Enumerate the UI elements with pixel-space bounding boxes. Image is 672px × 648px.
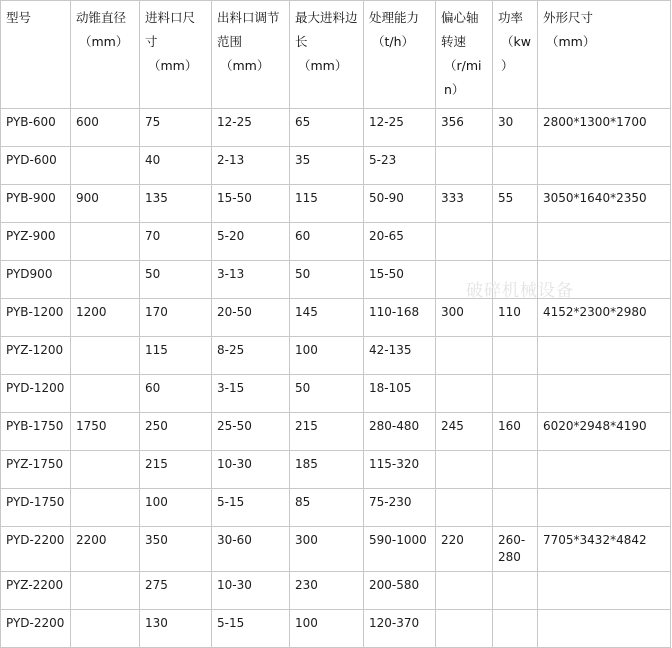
table-cell <box>436 610 493 648</box>
column-header-title: 偏心轴转速 <box>441 10 479 49</box>
table-cell <box>436 451 493 489</box>
table-cell: 135 <box>140 185 212 223</box>
table-cell: 20-50 <box>212 299 290 337</box>
cell-model: PYD-2200 <box>1 610 71 648</box>
table-cell: 275 <box>140 572 212 610</box>
table-cell: 50 <box>290 261 364 299</box>
column-header-title: 外形尺寸 <box>543 10 594 25</box>
table-cell: 130 <box>140 610 212 648</box>
table-cell: 3-13 <box>212 261 290 299</box>
table-row <box>1 261 671 299</box>
cell-model: PYZ-1200 <box>1 337 71 375</box>
cell-model: PYD-1750 <box>1 489 71 527</box>
table-cell: 260-280 <box>493 527 538 572</box>
table-cell <box>71 489 140 527</box>
table-cell <box>71 147 140 185</box>
table-cell: 40 <box>140 147 212 185</box>
table-cell <box>71 572 140 610</box>
column-header-title: 进料口尺寸 <box>145 10 196 49</box>
column-header-unit: （r/min） <box>444 58 482 97</box>
column-header-unit: （mm） <box>148 58 198 73</box>
table-cell: 200-580 <box>364 572 436 610</box>
table-cell: 12-25 <box>212 109 290 147</box>
table-cell: 60 <box>290 223 364 261</box>
table-cell: 60 <box>140 375 212 413</box>
table-cell <box>493 261 538 299</box>
table-cell: 4152*2300*2980 <box>538 299 671 337</box>
table-cell: 6020*2948*4190 <box>538 413 671 451</box>
table-cell: 215 <box>140 451 212 489</box>
table-cell: 15-50 <box>212 185 290 223</box>
table-cell <box>493 610 538 648</box>
table-cell <box>436 489 493 527</box>
table-cell <box>436 375 493 413</box>
table-cell: 2-13 <box>212 147 290 185</box>
table-cell: 160 <box>493 413 538 451</box>
header-row <box>1 1 671 109</box>
table-cell: 100 <box>290 610 364 648</box>
table-cell: 30-60 <box>212 527 290 572</box>
table-cell: 185 <box>290 451 364 489</box>
cell-model: PYB-1200 <box>1 299 71 337</box>
cell-model: PYZ-900 <box>1 223 71 261</box>
table-cell: 245 <box>436 413 493 451</box>
table-cell <box>538 337 671 375</box>
table-cell: 75 <box>140 109 212 147</box>
table-cell <box>493 375 538 413</box>
table-cell: 900 <box>71 185 140 223</box>
column-header-3 <box>212 1 290 109</box>
table-cell <box>493 451 538 489</box>
table-cell <box>493 572 538 610</box>
cell-model: PYD-1200 <box>1 375 71 413</box>
table-cell <box>436 223 493 261</box>
table-cell: 590-1000 <box>364 527 436 572</box>
table-cell: 600 <box>71 109 140 147</box>
table-header <box>1 1 671 109</box>
column-header-unit: （t/h） <box>372 34 415 49</box>
table-cell: 15-50 <box>364 261 436 299</box>
table-cell: 356 <box>436 109 493 147</box>
table-cell: 50 <box>290 375 364 413</box>
table-cell: 65 <box>290 109 364 147</box>
table-cell: 170 <box>140 299 212 337</box>
table-cell: 1200 <box>71 299 140 337</box>
table-cell <box>493 337 538 375</box>
column-header-8 <box>538 1 671 109</box>
table-cell <box>538 147 671 185</box>
table-cell <box>493 223 538 261</box>
table-cell <box>538 375 671 413</box>
column-header-title: 出料口调节范围 <box>217 10 280 49</box>
table-cell: 70 <box>140 223 212 261</box>
cell-model: PYD-600 <box>1 147 71 185</box>
cell-model: PYZ-1750 <box>1 451 71 489</box>
table-row <box>1 223 671 261</box>
table-cell: 5-15 <box>212 489 290 527</box>
table-row <box>1 527 671 572</box>
table-cell: 230 <box>290 572 364 610</box>
column-header-1 <box>71 1 140 109</box>
table-cell <box>538 223 671 261</box>
table-cell: 145 <box>290 299 364 337</box>
column-header-6 <box>436 1 493 109</box>
table-cell: 7705*3432*4842 <box>538 527 671 572</box>
column-header-0 <box>1 1 71 109</box>
table-cell: 215 <box>290 413 364 451</box>
table-cell: 50-90 <box>364 185 436 223</box>
table-cell <box>538 610 671 648</box>
table-cell: 18-105 <box>364 375 436 413</box>
watermark-text: 破碎机械设备 <box>466 281 574 301</box>
table-cell: 55 <box>493 185 538 223</box>
table-cell <box>436 147 493 185</box>
table-cell <box>436 572 493 610</box>
column-header-title: 处理能力 <box>369 10 420 25</box>
column-header-unit: （mm） <box>79 34 129 49</box>
table-cell: 3050*1640*2350 <box>538 185 671 223</box>
table-row <box>1 375 671 413</box>
cell-model: PYD-2200 <box>1 527 71 572</box>
table-cell <box>493 147 538 185</box>
table-row <box>1 610 671 648</box>
table-cell: 50 <box>140 261 212 299</box>
column-header-title: 动锥直径 <box>76 10 127 25</box>
table-row <box>1 299 671 337</box>
table-row <box>1 109 671 147</box>
table-cell <box>71 451 140 489</box>
table-cell: 115 <box>140 337 212 375</box>
table-cell: 220 <box>436 527 493 572</box>
table-cell: 5-23 <box>364 147 436 185</box>
table-cell <box>71 337 140 375</box>
table-cell: 12-25 <box>364 109 436 147</box>
table-cell: 75-230 <box>364 489 436 527</box>
table-cell: 120-370 <box>364 610 436 648</box>
table-cell: 300 <box>436 299 493 337</box>
table-row <box>1 572 671 610</box>
table-cell: 110-168 <box>364 299 436 337</box>
column-header-5 <box>364 1 436 109</box>
table-cell: 5-15 <box>212 610 290 648</box>
table-cell: 115-320 <box>364 451 436 489</box>
table-cell: 85 <box>290 489 364 527</box>
column-header-unit: （mm） <box>546 34 596 49</box>
table-body <box>1 109 671 648</box>
column-header-unit: （mm） <box>298 58 348 73</box>
table-cell: 8-25 <box>212 337 290 375</box>
table-cell: 110 <box>493 299 538 337</box>
table-cell: 10-30 <box>212 451 290 489</box>
table-row <box>1 147 671 185</box>
column-header-title: 型号 <box>6 10 32 25</box>
cell-model: PYB-900 <box>1 185 71 223</box>
table-row <box>1 337 671 375</box>
table-cell: 2800*1300*1700 <box>538 109 671 147</box>
table-cell: 100 <box>140 489 212 527</box>
cell-model: PYB-1750 <box>1 413 71 451</box>
table-cell <box>538 572 671 610</box>
table-row <box>1 413 671 451</box>
table-cell: 280-480 <box>364 413 436 451</box>
cell-model: PYZ-2200 <box>1 572 71 610</box>
table-cell <box>436 261 493 299</box>
column-header-title: 功率 <box>498 10 524 25</box>
table-cell: 350 <box>140 527 212 572</box>
table-cell: 30 <box>493 109 538 147</box>
table-cell: 5-20 <box>212 223 290 261</box>
column-header-title: 最大进料边长 <box>295 10 358 49</box>
table-cell <box>71 223 140 261</box>
table-cell: 10-30 <box>212 572 290 610</box>
cell-model: PYD900 <box>1 261 71 299</box>
table-cell: 25-50 <box>212 413 290 451</box>
table-row <box>1 451 671 489</box>
table-cell: 250 <box>140 413 212 451</box>
table-cell: 115 <box>290 185 364 223</box>
table-cell <box>538 261 671 299</box>
table-cell: 2200 <box>71 527 140 572</box>
table-cell <box>71 261 140 299</box>
column-header-2 <box>140 1 212 109</box>
table-row <box>1 489 671 527</box>
column-header-unit: （kw） <box>501 34 531 73</box>
table-row <box>1 185 671 223</box>
table-cell: 100 <box>290 337 364 375</box>
column-header-unit: （mm） <box>220 58 270 73</box>
table-cell <box>538 489 671 527</box>
table-cell: 3-15 <box>212 375 290 413</box>
table-cell <box>493 489 538 527</box>
table-cell: 20-65 <box>364 223 436 261</box>
table-cell: 35 <box>290 147 364 185</box>
table-cell: 42-135 <box>364 337 436 375</box>
table-cell <box>436 337 493 375</box>
table-cell <box>538 451 671 489</box>
table-cell: 333 <box>436 185 493 223</box>
table-cell: 300 <box>290 527 364 572</box>
table-cell <box>71 610 140 648</box>
cell-model: PYB-600 <box>1 109 71 147</box>
column-header-4 <box>290 1 364 109</box>
table-cell: 1750 <box>71 413 140 451</box>
column-header-7 <box>493 1 538 109</box>
table-cell <box>71 375 140 413</box>
